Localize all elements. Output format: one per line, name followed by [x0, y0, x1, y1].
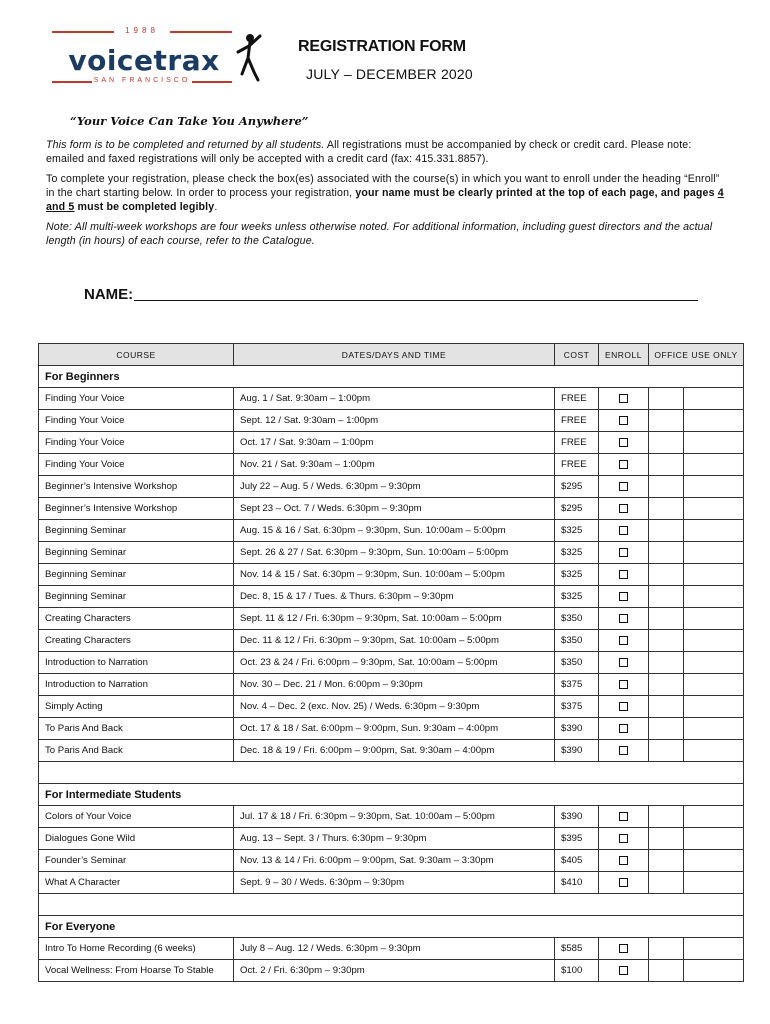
cost-cell: $390 [555, 718, 599, 740]
intro-paragraph-2 [46, 172, 728, 214]
dates-cell: Nov. 21 / Sat. 9:30am – 1:00pm [234, 454, 555, 476]
table-row [39, 564, 744, 586]
table-row [39, 410, 744, 432]
intro-p2-end: . [214, 201, 218, 213]
cost-cell: $325 [555, 520, 599, 542]
enroll-cell [599, 872, 649, 894]
office-use-cell [649, 674, 684, 696]
enroll-checkbox[interactable] [619, 460, 628, 469]
office-use-cell [684, 410, 744, 432]
enroll-checkbox[interactable] [619, 878, 628, 887]
intro-paragraph-1 [46, 138, 728, 166]
enroll-cell [599, 608, 649, 630]
cost-cell: $350 [555, 608, 599, 630]
cost-cell: $350 [555, 630, 599, 652]
section-title: For Everyone [39, 916, 744, 938]
enroll-cell [599, 388, 649, 410]
table-row [39, 806, 744, 828]
cost-cell: FREE [555, 454, 599, 476]
course-cell: Beginner’s Intensive Workshop [39, 498, 234, 520]
office-use-cell [684, 674, 744, 696]
section-header-row [39, 916, 744, 938]
dates-cell: Nov. 30 – Dec. 21 / Mon. 6:00pm – 9:30pm [234, 674, 555, 696]
office-use-cell [684, 740, 744, 762]
cost-cell: $325 [555, 586, 599, 608]
table-row [39, 960, 744, 982]
dates-cell: Aug. 1 / Sat. 9:30am – 1:00pm [234, 388, 555, 410]
office-use-cell [649, 828, 684, 850]
office-use-cell [649, 388, 684, 410]
header-office-use: OFFICE USE ONLY [649, 344, 744, 366]
course-cell: What A Character [39, 872, 234, 894]
office-use-cell [649, 872, 684, 894]
dates-cell: Dec. 11 & 12 / Fri. 6:30pm – 9:30pm, Sat. 10:00am – 5:00pm [234, 630, 555, 652]
course-cell: To Paris And Back [39, 740, 234, 762]
enroll-checkbox[interactable] [619, 636, 628, 645]
spacer-cell [39, 762, 744, 784]
enroll-cell [599, 498, 649, 520]
enroll-cell [599, 630, 649, 652]
cost-cell: FREE [555, 432, 599, 454]
cost-cell: $395 [555, 828, 599, 850]
intro-p2-bold-a: your name must be clearly printed at the top of each page, and pages [355, 187, 718, 199]
enroll-checkbox[interactable] [619, 548, 628, 557]
office-use-cell [684, 960, 744, 982]
dates-cell: July 22 – Aug. 5 / Weds. 6:30pm – 9:30pm [234, 476, 555, 498]
table-row [39, 872, 744, 894]
table-row [39, 718, 744, 740]
table-row [39, 850, 744, 872]
table-row [39, 740, 744, 762]
office-use-cell [649, 652, 684, 674]
office-use-cell [649, 498, 684, 520]
enroll-checkbox[interactable] [619, 856, 628, 865]
header-dates: DATES/DAYS AND TIME [234, 344, 555, 366]
cost-cell: $325 [555, 542, 599, 564]
intro-p2-bold-b: must be completed legibly [74, 201, 215, 213]
section-title: For Intermediate Students [39, 784, 744, 806]
table-row [39, 388, 744, 410]
dates-cell: Aug. 13 – Sept. 3 / Thurs. 6:30pm – 9:30pm [234, 828, 555, 850]
course-cell: Introduction to Narration [39, 652, 234, 674]
office-use-cell [649, 586, 684, 608]
office-use-cell [684, 454, 744, 476]
cost-cell: $375 [555, 674, 599, 696]
enroll-checkbox[interactable] [619, 394, 628, 403]
office-use-cell [684, 542, 744, 564]
course-cell: Beginning Seminar [39, 520, 234, 542]
enroll-checkbox[interactable] [619, 944, 628, 953]
section-header-row [39, 784, 744, 806]
office-use-cell [649, 542, 684, 564]
dates-cell: Nov. 14 & 15 / Sat. 6:30pm – 9:30pm, Sun. 10:00am – 5:00pm [234, 564, 555, 586]
intro-p2-pages: 4 and 5 [46, 187, 724, 213]
enroll-checkbox[interactable] [619, 416, 628, 425]
dates-cell: Dec. 8, 15 & 17 / Tues. & Thurs. 6:30pm – 9:30pm [234, 586, 555, 608]
course-cell: Vocal Wellness: From Hoarse To Stable [39, 960, 234, 982]
office-use-cell [649, 740, 684, 762]
logo-year: 1988 [125, 26, 159, 35]
office-use-cell [684, 652, 744, 674]
enroll-cell [599, 828, 649, 850]
table-row [39, 608, 744, 630]
enroll-checkbox[interactable] [619, 592, 628, 601]
intro-p1-rest: All registrations must be accompanied by check or credit card. Please note: emailed and faxed registrations will only be accepted with a credit card (fax: 415.331.8857). [46, 139, 692, 165]
office-use-cell [649, 938, 684, 960]
enroll-cell [599, 454, 649, 476]
course-cell: Finding Your Voice [39, 388, 234, 410]
table-row [39, 630, 744, 652]
office-use-cell [684, 476, 744, 498]
section-title: For Beginners [39, 366, 744, 388]
course-cell: Introduction to Narration [39, 674, 234, 696]
dates-cell: Sept. 12 / Sat. 9:30am – 1:00pm [234, 410, 555, 432]
form-subtitle: JULY – DECEMBER 2020 [306, 66, 473, 82]
enroll-checkbox[interactable] [619, 438, 628, 447]
office-use-cell [684, 564, 744, 586]
cost-cell: $390 [555, 806, 599, 828]
enroll-cell [599, 850, 649, 872]
dates-cell: Nov. 13 & 14 / Fri. 6:00pm – 9:00pm, Sat. 9:30am – 3:30pm [234, 850, 555, 872]
office-use-cell [649, 476, 684, 498]
enroll-checkbox[interactable] [619, 746, 628, 755]
office-use-cell [649, 718, 684, 740]
course-cell: Creating Characters [39, 630, 234, 652]
office-use-cell [684, 696, 744, 718]
table-row [39, 674, 744, 696]
course-cell: Simply Acting [39, 696, 234, 718]
cost-cell: $585 [555, 938, 599, 960]
course-cell: Founder’s Seminar [39, 850, 234, 872]
office-use-cell [684, 388, 744, 410]
cost-cell: $350 [555, 652, 599, 674]
logo-wordmark: voicetrax [68, 44, 220, 77]
office-use-cell [684, 608, 744, 630]
cost-cell: $100 [555, 960, 599, 982]
office-use-cell [649, 696, 684, 718]
intro-p1-italic: This form is to be completed and returned by all students. [46, 139, 325, 151]
office-use-cell [649, 960, 684, 982]
course-cell: Intro To Home Recording (6 weeks) [39, 938, 234, 960]
office-use-cell [684, 432, 744, 454]
table-row [39, 652, 744, 674]
enroll-checkbox[interactable] [619, 570, 628, 579]
dates-cell: Sept. 11 & 12 / Fri. 6:30pm – 9:30pm, Sat. 10:00am – 5:00pm [234, 608, 555, 630]
cost-cell: FREE [555, 410, 599, 432]
header-course: COURSE [39, 344, 234, 366]
cost-cell: $405 [555, 850, 599, 872]
course-cell: To Paris And Back [39, 718, 234, 740]
course-cell: Beginning Seminar [39, 564, 234, 586]
office-use-cell [649, 630, 684, 652]
spacer-cell [39, 894, 744, 916]
enroll-checkbox[interactable] [619, 812, 628, 821]
table-row [39, 432, 744, 454]
header-cost: COST [555, 344, 599, 366]
office-use-cell [649, 520, 684, 542]
table-body [39, 366, 744, 982]
table-row [39, 520, 744, 542]
course-cell: Beginning Seminar [39, 542, 234, 564]
table-row [39, 498, 744, 520]
intro-paragraph-3: Note: All multi-week workshops are four weeks unless otherwise noted. For additional information, including guest directors and the actual length (in hours) of each course, refer to the Catalogue. [46, 221, 713, 247]
course-cell: Finding Your Voice [39, 410, 234, 432]
tagline: “Your Voice Can Take You Anywhere” [70, 114, 309, 128]
name-field[interactable] [134, 300, 698, 301]
enroll-checkbox[interactable] [619, 966, 628, 975]
performer-figure-icon [234, 30, 264, 82]
enroll-checkbox[interactable] [619, 702, 628, 711]
table-header-row [39, 344, 744, 366]
office-use-cell [684, 850, 744, 872]
office-use-cell [684, 828, 744, 850]
cost-cell: $410 [555, 872, 599, 894]
enroll-cell [599, 718, 649, 740]
cost-cell: $375 [555, 696, 599, 718]
office-use-cell [684, 872, 744, 894]
office-use-cell [649, 608, 684, 630]
cost-cell: $295 [555, 476, 599, 498]
table-row [39, 696, 744, 718]
table-row [39, 828, 744, 850]
course-cell: Dialogues Gone Wild [39, 828, 234, 850]
intro-p2-start: To complete your registration, please check the box(es) associated with the course(s) in which you want to enroll under the heading “Enroll” in the chart starting below. In order to process your registration, [46, 173, 720, 199]
table-row [39, 454, 744, 476]
enroll-cell [599, 674, 649, 696]
dates-cell: Sept. 26 & 27 / Sat. 6:30pm – 9:30pm, Sun. 10:00am – 5:00pm [234, 542, 555, 564]
enroll-checkbox[interactable] [619, 680, 628, 689]
enroll-checkbox[interactable] [619, 614, 628, 623]
enroll-checkbox[interactable] [619, 482, 628, 491]
table-row [39, 586, 744, 608]
office-use-cell [684, 630, 744, 652]
dates-cell: Sept 23 – Oct. 7 / Weds. 6:30pm – 9:30pm [234, 498, 555, 520]
enroll-checkbox[interactable] [619, 504, 628, 513]
course-schedule-table [38, 343, 744, 982]
enroll-checkbox[interactable] [619, 724, 628, 733]
office-use-cell [649, 564, 684, 586]
course-cell: Beginning Seminar [39, 586, 234, 608]
course-cell: Colors of Your Voice [39, 806, 234, 828]
enroll-cell [599, 652, 649, 674]
course-cell: Creating Characters [39, 608, 234, 630]
dates-cell: Dec. 18 & 19 / Fri. 6:00pm – 9:00pm, Sat. 9:30am – 4:00pm [234, 740, 555, 762]
office-use-cell [649, 850, 684, 872]
office-use-cell [684, 498, 744, 520]
dates-cell: Sept. 9 – 30 / Weds. 6:30pm – 9:30pm [234, 872, 555, 894]
table-row [39, 542, 744, 564]
office-use-cell [684, 938, 744, 960]
header-enroll: ENROLL [599, 344, 649, 366]
form-title: REGISTRATION FORM [298, 38, 466, 55]
enroll-checkbox[interactable] [619, 526, 628, 535]
enroll-cell [599, 740, 649, 762]
dates-cell: Oct. 17 & 18 / Sat. 6:00pm – 9:00pm, Sun. 9:30am – 4:00pm [234, 718, 555, 740]
office-use-cell [684, 718, 744, 740]
section-spacer-row [39, 762, 744, 784]
enroll-cell [599, 806, 649, 828]
cost-cell: FREE [555, 388, 599, 410]
dates-cell: Oct. 23 & 24 / Fri. 6:00pm – 9:30pm, Sat. 10:00am – 5:00pm [234, 652, 555, 674]
cost-cell: $325 [555, 564, 599, 586]
office-use-cell [649, 410, 684, 432]
cost-cell: $390 [555, 740, 599, 762]
logo-city: SAN FRANCISCO [93, 77, 191, 84]
office-use-cell [684, 586, 744, 608]
course-cell: Finding Your Voice [39, 454, 234, 476]
enroll-cell [599, 476, 649, 498]
office-use-cell [684, 520, 744, 542]
voicetrax-logo [52, 26, 267, 86]
cost-cell: $295 [555, 498, 599, 520]
table-row [39, 476, 744, 498]
course-cell: Beginner’s Intensive Workshop [39, 476, 234, 498]
office-use-cell [649, 806, 684, 828]
enroll-checkbox[interactable] [619, 834, 628, 843]
enroll-cell [599, 542, 649, 564]
dates-cell: Aug. 15 & 16 / Sat. 6:30pm – 9:30pm, Sun. 10:00am – 5:00pm [234, 520, 555, 542]
name-label: NAME: [84, 286, 134, 303]
dates-cell: Nov. 4 – Dec. 2 (exc. Nov. 25) / Weds. 6:30pm – 9:30pm [234, 696, 555, 718]
dates-cell: Oct. 2 / Fri. 6:30pm – 9:30pm [234, 960, 555, 982]
dates-cell: July 8 – Aug. 12 / Weds. 6:30pm – 9:30pm [234, 938, 555, 960]
section-spacer-row [39, 894, 744, 916]
enroll-cell [599, 696, 649, 718]
office-use-cell [649, 454, 684, 476]
dates-cell: Jul. 17 & 18 / Fri. 6:30pm – 9:30pm, Sat. 10:00am – 5:00pm [234, 806, 555, 828]
enroll-cell [599, 520, 649, 542]
office-use-cell [649, 432, 684, 454]
enroll-cell [599, 960, 649, 982]
office-use-cell [684, 806, 744, 828]
section-header-row [39, 366, 744, 388]
table-row [39, 938, 744, 960]
enroll-cell [599, 564, 649, 586]
dates-cell: Oct. 17 / Sat. 9:30am – 1:00pm [234, 432, 555, 454]
enroll-cell [599, 410, 649, 432]
enroll-cell [599, 432, 649, 454]
enroll-cell [599, 938, 649, 960]
enroll-checkbox[interactable] [619, 658, 628, 667]
enroll-cell [599, 586, 649, 608]
course-cell: Finding Your Voice [39, 432, 234, 454]
